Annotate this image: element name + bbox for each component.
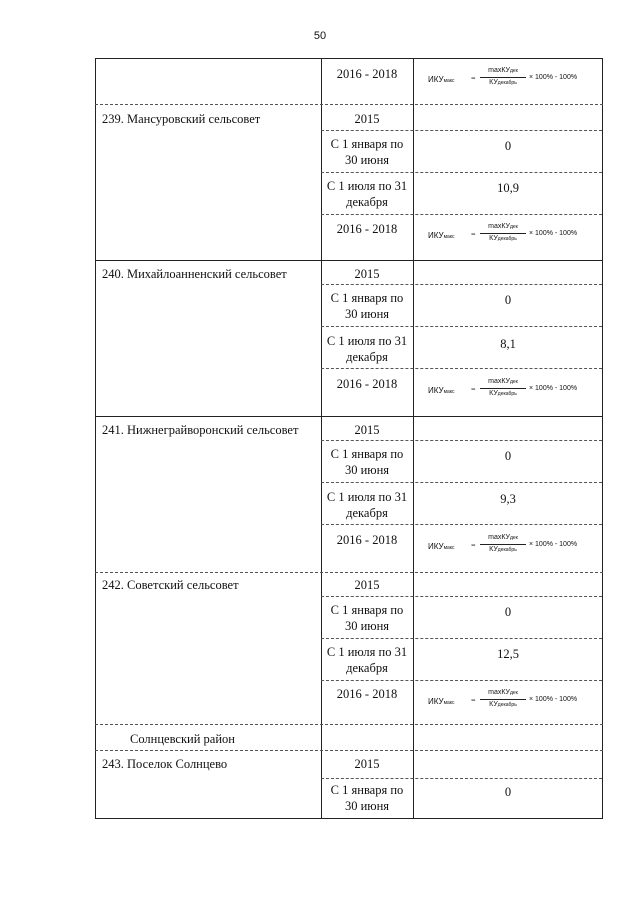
period-cell: С 1 января по 30 июня (330, 783, 404, 813)
row-divider (321, 680, 602, 681)
value-cell: 0 (504, 293, 512, 307)
formula-cell: ИКУмакс = maxКУдек КУдекабрь × 100% - 100% (428, 67, 578, 86)
period-cell: С 1 января по 30 июня (330, 137, 404, 167)
period-cell: 2016 - 2018 (336, 222, 398, 236)
value-cell: 9,3 (500, 492, 516, 506)
period-cell: С 1 июля по 31 декабря (326, 645, 408, 675)
page-number: 50 (313, 30, 327, 42)
period-cell: 2015 (354, 423, 380, 437)
period-cell: 2016 - 2018 (336, 687, 398, 701)
settlement-label: 239. Мансуровский сельсовет (102, 112, 261, 126)
table-border-left (95, 58, 96, 819)
period-cell: 2015 (354, 112, 380, 126)
period-cell: С 1 июля по 31 декабря (326, 179, 408, 209)
period-cell: С 1 января по 30 июня (330, 447, 404, 477)
settlement-label: 242. Советский сельсовет (102, 578, 239, 592)
period-cell: 2016 - 2018 (336, 67, 398, 81)
table-bottom-border (95, 818, 603, 819)
period-cell: С 1 июля по 31 декабря (326, 490, 408, 520)
row-divider (95, 260, 603, 261)
row-divider (321, 326, 602, 327)
row-divider (321, 440, 602, 441)
district-heading: Солнцевский район (130, 732, 235, 746)
table-top-border (95, 58, 603, 59)
row-divider (95, 572, 603, 573)
row-divider (95, 104, 603, 105)
row-divider (321, 284, 602, 285)
row-divider (321, 214, 602, 215)
value-cell: 12,5 (497, 647, 519, 661)
period-cell: 2016 - 2018 (336, 533, 398, 547)
settlement-label: 243. Поселок Солнцево (102, 757, 228, 771)
period-cell: 2015 (354, 578, 380, 592)
row-divider (95, 724, 603, 725)
value-cell: 0 (504, 449, 512, 463)
row-divider (321, 130, 602, 131)
row-divider (321, 524, 602, 525)
row-divider (321, 778, 602, 779)
period-cell: С 1 января по 30 июня (330, 291, 404, 321)
formula-cell: ИКУмакс = maxКУдек КУдекабрь × 100% - 100% (428, 378, 578, 397)
period-cell: С 1 января по 30 июня (330, 603, 404, 633)
row-divider (321, 638, 602, 639)
formula-cell: ИКУмакс = maxКУдек КУдекабрь × 100% - 100% (428, 534, 578, 553)
row-divider (321, 172, 602, 173)
settlement-label: 240. Михайлоанненский сельсовет (102, 267, 287, 281)
value-cell: 0 (504, 785, 512, 799)
value-cell: 8,1 (500, 337, 516, 351)
row-divider (95, 750, 603, 751)
period-cell: 2015 (354, 757, 380, 771)
settlement-label: 241. Нижнеграйворонский сельсовет (102, 423, 299, 437)
formula-cell: ИКУмакс = maxКУдек КУдекабрь × 100% - 100% (428, 223, 578, 242)
period-cell: 2015 (354, 267, 380, 281)
row-divider (95, 416, 603, 417)
period-cell: 2016 - 2018 (336, 377, 398, 391)
row-divider (321, 596, 602, 597)
period-cell: С 1 июля по 31 декабря (326, 334, 408, 364)
value-cell: 10,9 (497, 181, 519, 195)
row-divider (321, 482, 602, 483)
value-cell: 0 (504, 605, 512, 619)
formula-cell: ИКУмакс = maxКУдек КУдекабрь × 100% - 100% (428, 689, 578, 708)
value-cell: 0 (504, 139, 512, 153)
row-divider (321, 368, 602, 369)
table-border-right (602, 58, 603, 819)
